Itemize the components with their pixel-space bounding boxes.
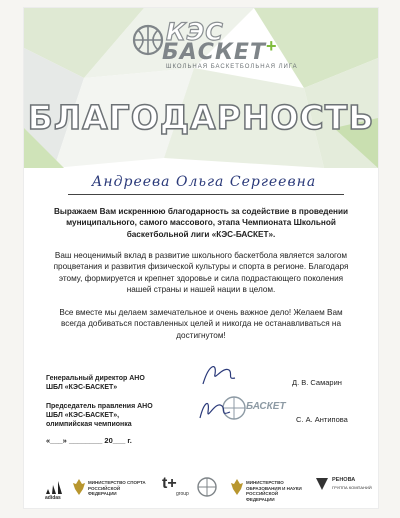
date-line: «___» ________ 20___ г. [46, 436, 132, 445]
logo-subtitle: ШКОЛЬНАЯ БАСКЕТБОЛЬНАЯ ЛИГА [166, 64, 298, 70]
signatory-name-1: Д. В. Самарин [292, 378, 342, 387]
ministry-education-text: МИНИСТЕРСТВО ОБРАЗОВАНИЯ И НАУКИ РОССИЙСКОЙ ФЕДЕРАЦИИ [246, 480, 302, 502]
tplus-logo: t+ [162, 475, 177, 492]
stamp-text: БАСКЕТ [246, 401, 286, 412]
renova-sub-text: ГРУППА КОМПАНИЙ [332, 485, 372, 490]
basketball-icon [132, 24, 164, 56]
certificate-sheet [24, 8, 378, 508]
contribution-paragraph: Ваш неоценимый вклад в развитие школьного баскетбола является залогом процветания и развития физической культуры и спорта в регионе. Благодаря этому, формируется и крепнет здоровье и сила подрастающего поколения нашей страны и нашей нации в целом. [53, 251, 349, 295]
logo-text-kes: КЭС [166, 18, 224, 46]
adidas-logo [44, 480, 66, 494]
signatory-name-2: С. А. Антипова [296, 415, 348, 424]
ministry-sport-text: МИНИСТЕРСТВО СПОРТА РОССИЙСКОЙ ФЕДЕРАЦИИ [88, 480, 146, 496]
wishes-paragraph: Все вместе мы делаем замечательное и очень важное дело! Желаем Вам всегда добиваться поставленных целей и никогда не останавливаться на достигнутом! [59, 308, 343, 340]
logo-plus: + [266, 36, 277, 56]
renova-text: РЕНОВА [332, 477, 356, 483]
education-emblem-icon [230, 478, 244, 496]
eagle-emblem-icon [72, 478, 86, 496]
signature-1 [199, 360, 239, 390]
signatory-position-1: Генеральный директор АНО ШБЛ «КЭС-БАСКЕТ» [46, 375, 145, 391]
logo-text-basket: БАСКЕТ [162, 40, 266, 65]
recipient-name: Андреева Ольга Сергеевна [91, 174, 317, 190]
document-title: БЛАГОДАРНОСТЬ [27, 98, 375, 137]
kes-basket-small-logo [196, 476, 218, 498]
renova-logo [314, 476, 330, 492]
sponsors-footer [24, 472, 378, 508]
recipient-underline [68, 194, 344, 195]
signatory-position-2: Председатель правления АНО ШБЛ «КЭС-БАСКЕТ», олимпийская чемпионка [46, 403, 153, 428]
signature-2 [196, 392, 236, 424]
gratitude-paragraph: Выражаем Вам искреннюю благодарность за содействие в проведении муниципального, самого массового, этапа Чемпионата Школьной баскетбольной лиги «КЭС-БАСКЕТ». [53, 207, 349, 239]
kes-basket-logo [132, 18, 298, 76]
adidas-text: adidas [45, 495, 61, 501]
tplus-group-text: group [176, 491, 189, 497]
